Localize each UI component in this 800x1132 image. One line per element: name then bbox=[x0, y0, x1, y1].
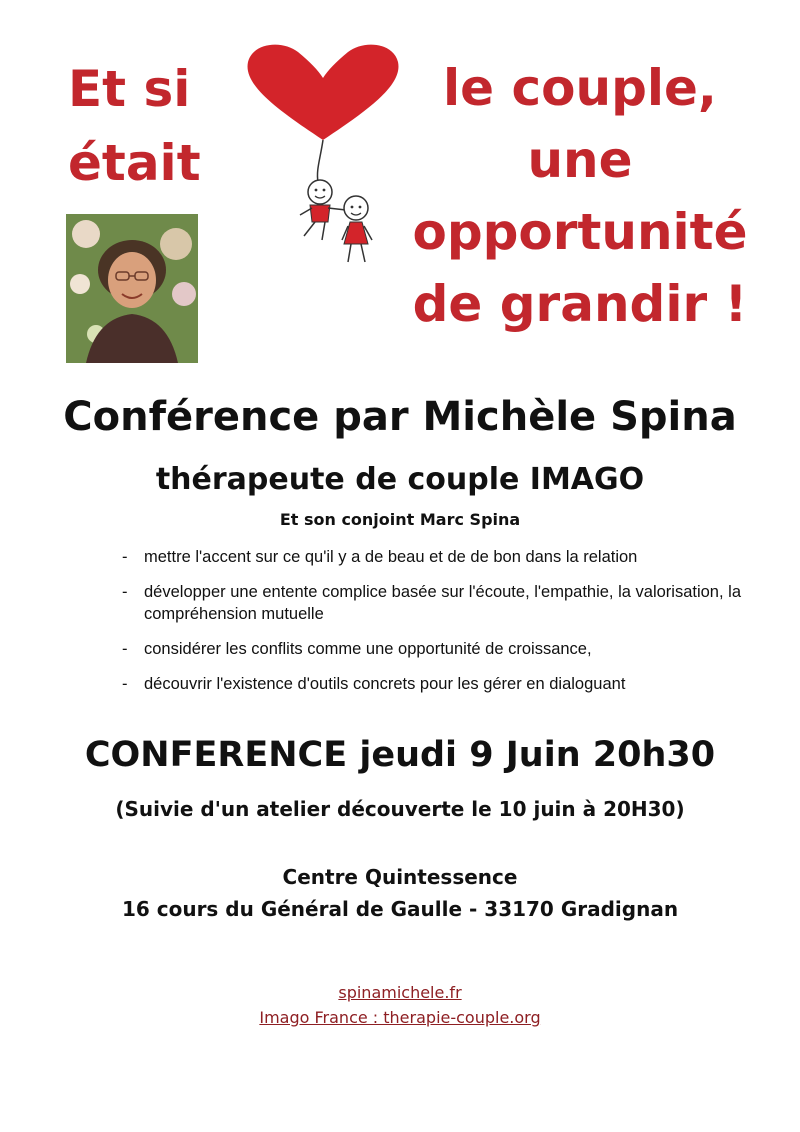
bullet-marker: - bbox=[122, 675, 128, 693]
list-item-text: considérer les conflits comme une opportunité de croissance, bbox=[144, 640, 592, 658]
conference-title: Conférence par Michèle Spina bbox=[63, 394, 737, 440]
website-link[interactable]: spinamichele.fr bbox=[338, 983, 462, 1002]
therapist-subtitle: thérapeute de couple IMAGO bbox=[155, 462, 645, 497]
imago-link[interactable]: Imago France : therapie-couple.org bbox=[259, 1008, 541, 1027]
partner-line: Et son conjoint Marc Spina bbox=[279, 510, 521, 529]
workshop-note: (Suivie d'un atelier découverte le 10 juin à 20H30) bbox=[115, 797, 685, 821]
bullet-marker: - bbox=[122, 583, 128, 601]
topics-list bbox=[118, 546, 778, 708]
list-item-text: développer une entente complice basée sur l'écoute, l'empathie, la valorisation, la compréhension mutuelle bbox=[144, 583, 741, 623]
speaker-portrait-photo bbox=[66, 214, 198, 363]
venue-address: 16 cours du Général de Gaulle - 33170 Gradignan bbox=[121, 897, 679, 921]
list-item bbox=[118, 581, 778, 625]
heart-balloon-children-icon bbox=[238, 40, 408, 270]
event-date: CONFERENCE jeudi 9 Juin 20h30 bbox=[84, 735, 716, 775]
headline-right-line-1: le couple, bbox=[443, 59, 717, 117]
headline-left-line-2: était bbox=[68, 134, 201, 192]
headline-right-line-2: une bbox=[527, 131, 633, 189]
headline-right bbox=[410, 52, 750, 340]
bullet-marker: - bbox=[122, 640, 128, 658]
headline-left bbox=[68, 52, 201, 200]
list-item bbox=[118, 546, 778, 568]
venue-name: Centre Quintessence bbox=[282, 865, 518, 889]
list-item bbox=[118, 638, 778, 660]
list-item-text: mettre l'accent sur ce qu'il y a de beau et de de bon dans la relation bbox=[144, 548, 638, 566]
headline-right-line-3: opportunité bbox=[412, 203, 748, 261]
list-item-text: découvrir l'existence d'outils concrets pour les gérer en dialoguant bbox=[144, 675, 626, 693]
headline-right-line-4: de grandir ! bbox=[412, 275, 748, 333]
list-item bbox=[118, 673, 778, 695]
bullet-marker: - bbox=[122, 548, 128, 566]
headline-left-line-1: Et si bbox=[68, 60, 191, 118]
